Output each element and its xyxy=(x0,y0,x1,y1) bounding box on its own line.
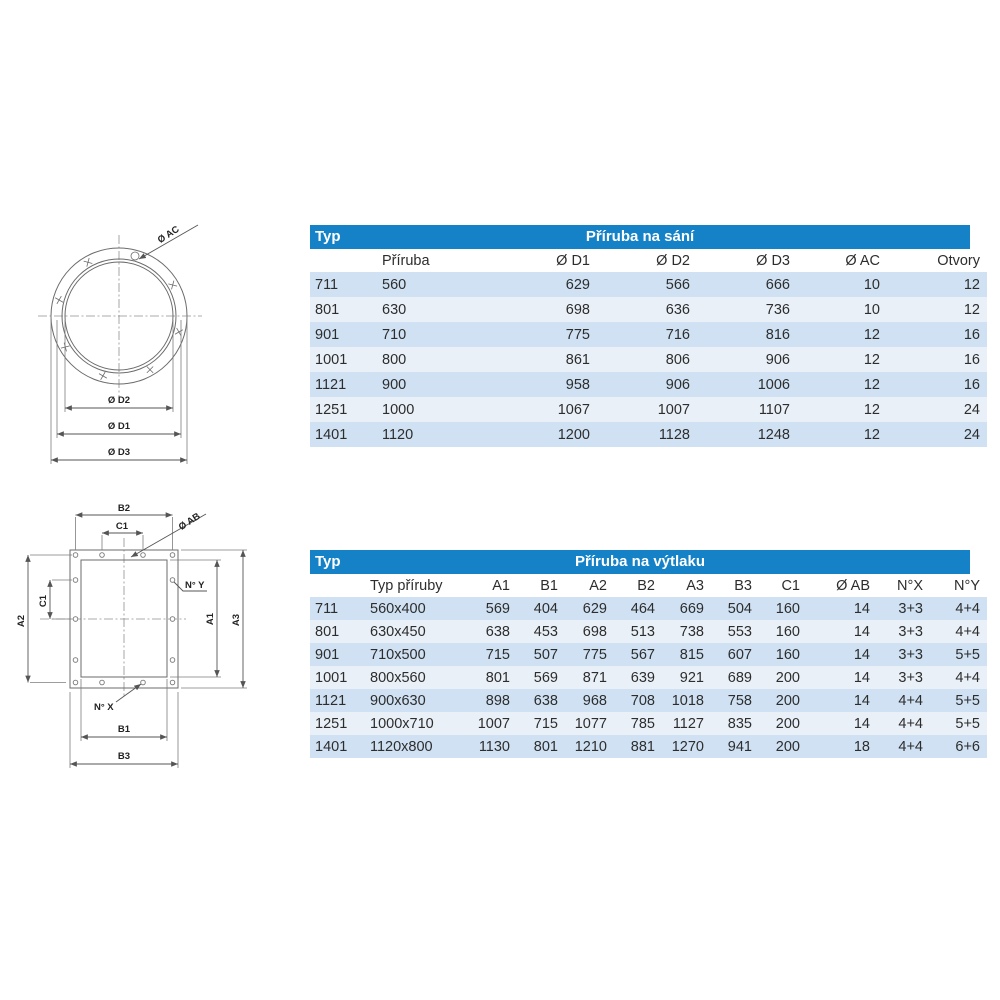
table-cell: 160 xyxy=(752,620,800,643)
col-header-a1: A1 xyxy=(465,574,510,597)
table-row xyxy=(310,422,987,447)
table-cell: 1120x800 xyxy=(365,735,465,758)
table-cell: 3+3 xyxy=(870,643,923,666)
table-cell: 553 xyxy=(704,620,752,643)
table-cell: 715 xyxy=(510,712,558,735)
table-cell: 160 xyxy=(752,597,800,620)
table-cell: 464 xyxy=(607,597,655,620)
table-cell: 1077 xyxy=(558,712,607,735)
table-cell: 4+4 xyxy=(923,597,987,620)
table-row xyxy=(310,272,987,297)
dim-label-c1-top: C1 xyxy=(115,521,129,532)
table-cell: 775 xyxy=(500,322,590,347)
table-cell: 1007 xyxy=(590,397,690,422)
table-cell: 200 xyxy=(752,735,800,758)
table-cell: 629 xyxy=(500,272,590,297)
table-cell: 1251 xyxy=(310,397,377,422)
table-cell: 5+5 xyxy=(923,689,987,712)
col-header-a3: A3 xyxy=(655,574,704,597)
table-cell: 898 xyxy=(465,689,510,712)
table-cell: 861 xyxy=(500,347,590,372)
table-row xyxy=(310,643,987,666)
table-cell: 1001 xyxy=(310,666,365,689)
table-cell: 16 xyxy=(880,322,987,347)
table-cell: 6+6 xyxy=(923,735,987,758)
dim-label-a3: A3 xyxy=(231,613,242,627)
table-cell: 504 xyxy=(704,597,752,620)
table-cell: 636 xyxy=(590,297,690,322)
table-row xyxy=(310,735,987,758)
table-cell: 806 xyxy=(590,347,690,372)
dim-label-a2: A2 xyxy=(16,614,27,628)
centerlines xyxy=(40,538,186,698)
col-header-otvory: Otvory xyxy=(880,249,987,272)
table-cell: 906 xyxy=(590,372,690,397)
table-cell: 1248 xyxy=(690,422,790,447)
subheader-spacer xyxy=(310,249,377,272)
dim-label-ny: N° Y xyxy=(185,580,205,591)
table-cell: 801 xyxy=(465,666,510,689)
table-cell: 560 xyxy=(377,272,500,297)
table-cell: 639 xyxy=(607,666,655,689)
table-cell: 12 xyxy=(790,397,880,422)
suction-flange-drawing xyxy=(30,213,260,465)
col-header-typ-priruby: Typ příruby xyxy=(365,574,465,597)
table-cell: 698 xyxy=(558,620,607,643)
table-cell: 698 xyxy=(500,297,590,322)
table-cell: 801 xyxy=(310,620,365,643)
dim-label-d3: Ø D3 xyxy=(107,447,131,458)
table-cell: 4+4 xyxy=(870,712,923,735)
table-cell: 200 xyxy=(752,712,800,735)
table-cell: 18 xyxy=(800,735,870,758)
table-cell: 160 xyxy=(752,643,800,666)
col-header-ac: Ø AC xyxy=(790,249,880,272)
table-cell: 1120 xyxy=(377,422,500,447)
table-cell: 921 xyxy=(655,666,704,689)
table2-corner-label: Typ xyxy=(315,553,341,570)
table-cell: 1127 xyxy=(655,712,704,735)
table-cell: 3+3 xyxy=(870,666,923,689)
table-cell: 569 xyxy=(465,597,510,620)
table1-subheader-row xyxy=(310,249,987,272)
table-cell: 14 xyxy=(800,643,870,666)
table-cell: 871 xyxy=(558,666,607,689)
table2-header-bar xyxy=(310,550,970,574)
table-cell: 801 xyxy=(310,297,377,322)
suction-flange-table xyxy=(310,225,980,447)
table-cell: 607 xyxy=(704,643,752,666)
dim-label-d2: Ø D2 xyxy=(107,395,131,406)
table-cell: 404 xyxy=(510,597,558,620)
table-row xyxy=(310,689,987,712)
table-cell: 711 xyxy=(310,272,377,297)
table-cell: 716 xyxy=(590,322,690,347)
dim-c1-top xyxy=(102,521,143,550)
col-header-b1: B1 xyxy=(510,574,558,597)
table-cell: 736 xyxy=(690,297,790,322)
table-cell: 666 xyxy=(690,272,790,297)
table1-header-bar xyxy=(310,225,970,249)
table-cell: 906 xyxy=(690,347,790,372)
table-cell: 1121 xyxy=(310,689,365,712)
table-cell: 1107 xyxy=(690,397,790,422)
table-cell: 513 xyxy=(607,620,655,643)
table-row xyxy=(310,597,987,620)
col-header-priruba: Příruba xyxy=(377,249,500,272)
table-cell: 1401 xyxy=(310,422,377,447)
dim-label-c1-left: C1 xyxy=(38,594,49,608)
table-cell: 200 xyxy=(752,689,800,712)
table-cell: 5+5 xyxy=(923,643,987,666)
table2-subheader-row xyxy=(310,574,987,597)
table-cell: 630x450 xyxy=(365,620,465,643)
table-cell: 968 xyxy=(558,689,607,712)
table-cell: 16 xyxy=(880,372,987,397)
table-cell: 4+4 xyxy=(923,620,987,643)
table-cell: 801 xyxy=(510,735,558,758)
dim-label-b3: B3 xyxy=(117,751,131,762)
table1-body xyxy=(310,272,987,447)
table-cell: 835 xyxy=(704,712,752,735)
table-cell: 901 xyxy=(310,643,365,666)
table-cell: 1128 xyxy=(590,422,690,447)
table-cell: 710x500 xyxy=(365,643,465,666)
table-row xyxy=(310,620,987,643)
table-cell: 12 xyxy=(790,347,880,372)
table-cell: 5+5 xyxy=(923,712,987,735)
discharge-flange-table xyxy=(310,550,980,758)
table-cell: 630 xyxy=(377,297,500,322)
table-cell: 1270 xyxy=(655,735,704,758)
table-cell: 710 xyxy=(377,322,500,347)
col-header-b2: B2 xyxy=(607,574,655,597)
table-cell: 4+4 xyxy=(870,689,923,712)
table-cell: 3+3 xyxy=(870,597,923,620)
table-row xyxy=(310,712,987,735)
table-cell: 1007 xyxy=(465,712,510,735)
table2-title: Příruba na výtlaku xyxy=(574,553,706,570)
table-cell: 1018 xyxy=(655,689,704,712)
table-cell: 1067 xyxy=(500,397,590,422)
col-header-ny: N°Y xyxy=(923,574,987,597)
table-cell: 12 xyxy=(790,372,880,397)
table-cell: 816 xyxy=(690,322,790,347)
table-cell: 24 xyxy=(880,422,987,447)
table-cell: 941 xyxy=(704,735,752,758)
table-cell: 775 xyxy=(558,643,607,666)
subheader-spacer xyxy=(310,574,365,597)
col-header-d3: Ø D3 xyxy=(690,249,790,272)
col-header-c1: C1 xyxy=(752,574,800,597)
table-cell: 507 xyxy=(510,643,558,666)
table-cell: 1006 xyxy=(690,372,790,397)
table-cell: 715 xyxy=(465,643,510,666)
table1-title: Příruba na sání xyxy=(585,228,695,245)
table-cell: 711 xyxy=(310,597,365,620)
table-cell: 1200 xyxy=(500,422,590,447)
dim-label-a1: A1 xyxy=(205,612,216,626)
table-cell: 10 xyxy=(790,297,880,322)
col-header-d2: Ø D2 xyxy=(590,249,690,272)
table-cell: 12 xyxy=(880,297,987,322)
discharge-flange-drawing xyxy=(10,500,260,785)
table-cell: 1251 xyxy=(310,712,365,735)
table-cell: 708 xyxy=(607,689,655,712)
dim-label-d1: Ø D1 xyxy=(107,421,131,432)
table-cell: 1401 xyxy=(310,735,365,758)
table-row xyxy=(310,322,987,347)
col-header-ab: Ø AB xyxy=(800,574,870,597)
table-cell: 12 xyxy=(880,272,987,297)
table-cell: 567 xyxy=(607,643,655,666)
dim-label-b2: B2 xyxy=(117,503,131,514)
table-cell: 669 xyxy=(655,597,704,620)
table-cell: 1001 xyxy=(310,347,377,372)
table-cell: 14 xyxy=(800,597,870,620)
table-cell: 10 xyxy=(790,272,880,297)
table-cell: 638 xyxy=(510,689,558,712)
dim-ac-leader xyxy=(139,224,198,259)
dim-label-b1: B1 xyxy=(117,724,131,735)
table-row xyxy=(310,297,987,322)
table-cell: 815 xyxy=(655,643,704,666)
col-header-b3: B3 xyxy=(704,574,752,597)
table-cell: 14 xyxy=(800,620,870,643)
table-cell: 800 xyxy=(377,347,500,372)
table-cell: 785 xyxy=(607,712,655,735)
table-cell: 881 xyxy=(607,735,655,758)
table-cell: 4+4 xyxy=(923,666,987,689)
col-header-nx: N°X xyxy=(870,574,923,597)
table-cell: 689 xyxy=(704,666,752,689)
table-cell: 958 xyxy=(500,372,590,397)
dim-label-nx: N° X xyxy=(94,702,114,713)
dim-c1-left xyxy=(38,580,72,619)
table-cell: 14 xyxy=(800,689,870,712)
table-cell: 738 xyxy=(655,620,704,643)
table-cell: 16 xyxy=(880,347,987,372)
table-cell: 901 xyxy=(310,322,377,347)
table-cell: 1210 xyxy=(558,735,607,758)
table-cell: 14 xyxy=(800,712,870,735)
table-cell: 200 xyxy=(752,666,800,689)
table-cell: 1000 xyxy=(377,397,500,422)
table-row xyxy=(310,666,987,689)
table-cell: 12 xyxy=(790,322,880,347)
table-cell: 1121 xyxy=(310,372,377,397)
table-row xyxy=(310,372,987,397)
col-header-a2: A2 xyxy=(558,574,607,597)
table-cell: 24 xyxy=(880,397,987,422)
table2-body xyxy=(310,597,987,758)
table-cell: 1130 xyxy=(465,735,510,758)
table-cell: 1000x710 xyxy=(365,712,465,735)
table-cell: 14 xyxy=(800,666,870,689)
table-cell: 3+3 xyxy=(870,620,923,643)
table-cell: 629 xyxy=(558,597,607,620)
table-cell: 453 xyxy=(510,620,558,643)
table-row xyxy=(310,347,987,372)
table-cell: 569 xyxy=(510,666,558,689)
table-cell: 758 xyxy=(704,689,752,712)
table-cell: 638 xyxy=(465,620,510,643)
dim-label-ab: Ø AB xyxy=(176,510,203,533)
table-cell: 4+4 xyxy=(870,735,923,758)
col-header-d1: Ø D1 xyxy=(500,249,590,272)
table-cell: 560x400 xyxy=(365,597,465,620)
table-cell: 900 xyxy=(377,372,500,397)
table-cell: 800x560 xyxy=(365,666,465,689)
table1-corner-label: Typ xyxy=(315,228,341,245)
table-cell: 900x630 xyxy=(365,689,465,712)
table-cell: 12 xyxy=(790,422,880,447)
dim-label-ac: Ø AC xyxy=(155,223,182,246)
dim-ny-leader xyxy=(174,580,207,591)
table-cell: 566 xyxy=(590,272,690,297)
table-row xyxy=(310,397,987,422)
